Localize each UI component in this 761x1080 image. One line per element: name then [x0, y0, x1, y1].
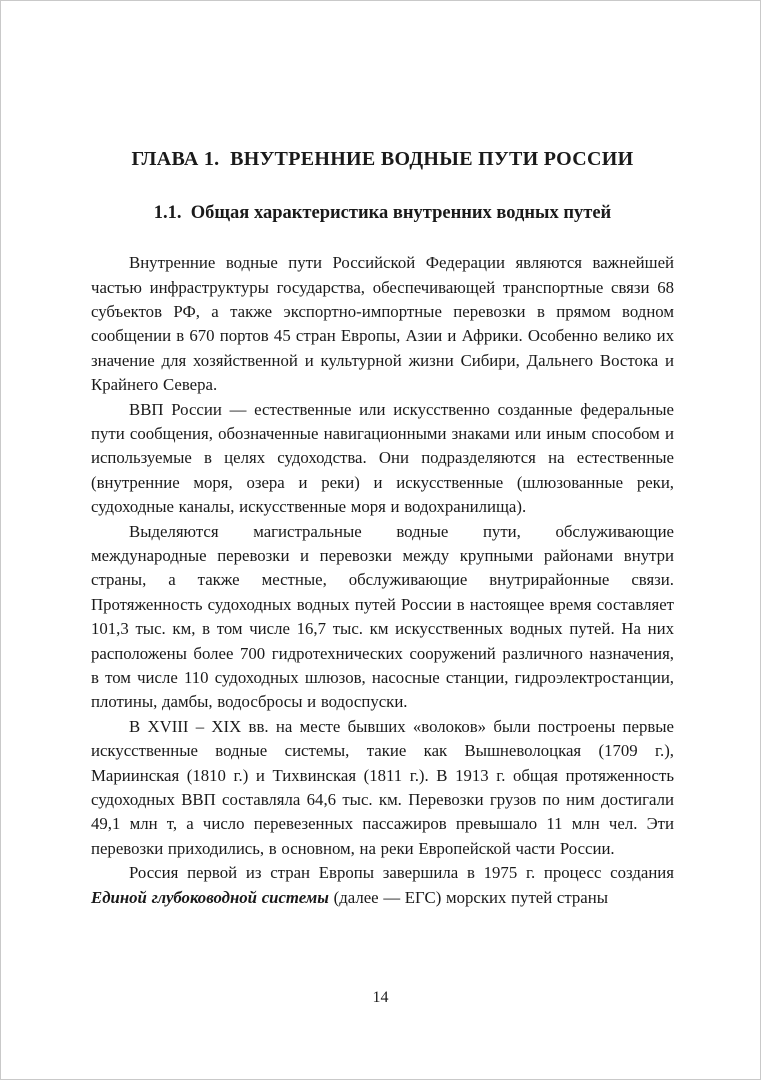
emphasized-term: Единой глубоководной системы: [91, 887, 329, 907]
chapter-title: ГЛАВА 1. ВНУТРЕННИЕ ВОДНЫЕ ПУТИ РОССИИ: [131, 148, 634, 170]
paragraph-5-end: (далее — ЕГС) морских путей страны: [328, 887, 608, 907]
page-number: 14: [372, 989, 389, 1006]
paragraph-5: [91, 861, 674, 910]
paragraph-3: Выделяются магистральные водные пути, обслуживающие международные перевозки и перевозки между крупными районами внутри страны, а также местные, обслуживающие внутрирайонные связи. Протяженность судоходных водных путей России в настоящее время составляет 101,3 тыс. км, в том числе 16,7 тыс. км искусственных водных путей. На них расположены более 700 гидротехнических сооружений различного назначения, в том числе 110 судоходных шлюзов, насосные станции, гидроэлектростанции, плотины, дамбы, водосбросы и водоспуски.: [91, 521, 674, 712]
paragraph-4: В XVIII – XIX вв. на месте бывших «волоков» были построены первые искусственные водные системы, такие как Вышневолоцкая (1709 г.), Мариинская (1810 г.) и Тихвинская (1811 г.). В 1913 г. общая протяженность судоходных ВВП составляла 64,6 тыс. км. Перевозки грузов по ним достигали 49,1 млн т, а число перевезенных пассажиров превышало 11 млн чел. Эти перевозки приходились, в основном, на реки Европейской части России.: [91, 716, 674, 858]
section-title: 1.1. Общая характеристика внутренних водных путей: [153, 203, 612, 223]
text-block: [91, 147, 674, 910]
paragraph-5-start: Россия первой из стран Европы завершила в 1975 г. процесс создания: [129, 863, 674, 883]
paragraph-2: ВВП России — естественные или искусственно созданные федеральные пути сообщения, обозначенные навигационными знаками или иным способом и используемые в целях судоходства. Они подразделяются на естественные (внутренние моря, озера и реки) и искусственные (шлюзованные реки, судоходные каналы, искусственные моря и водохранилища).: [91, 399, 674, 517]
body-text: [91, 251, 674, 910]
paragraph-1: Внутренние водные пути Российской Федерации являются важнейшей частью инфраструктуры государства, обеспечивающей транспортные связи 68 субъектов РФ, а также экспортно-импортные перевозки в прямом водном сообщении в 670 портов 45 стран Европы, Азии и Африки. Особенно велико их значение для хозяйственной и культурной жизни Сибири, Дальнего Востока и Крайнего Севера.: [91, 253, 674, 395]
